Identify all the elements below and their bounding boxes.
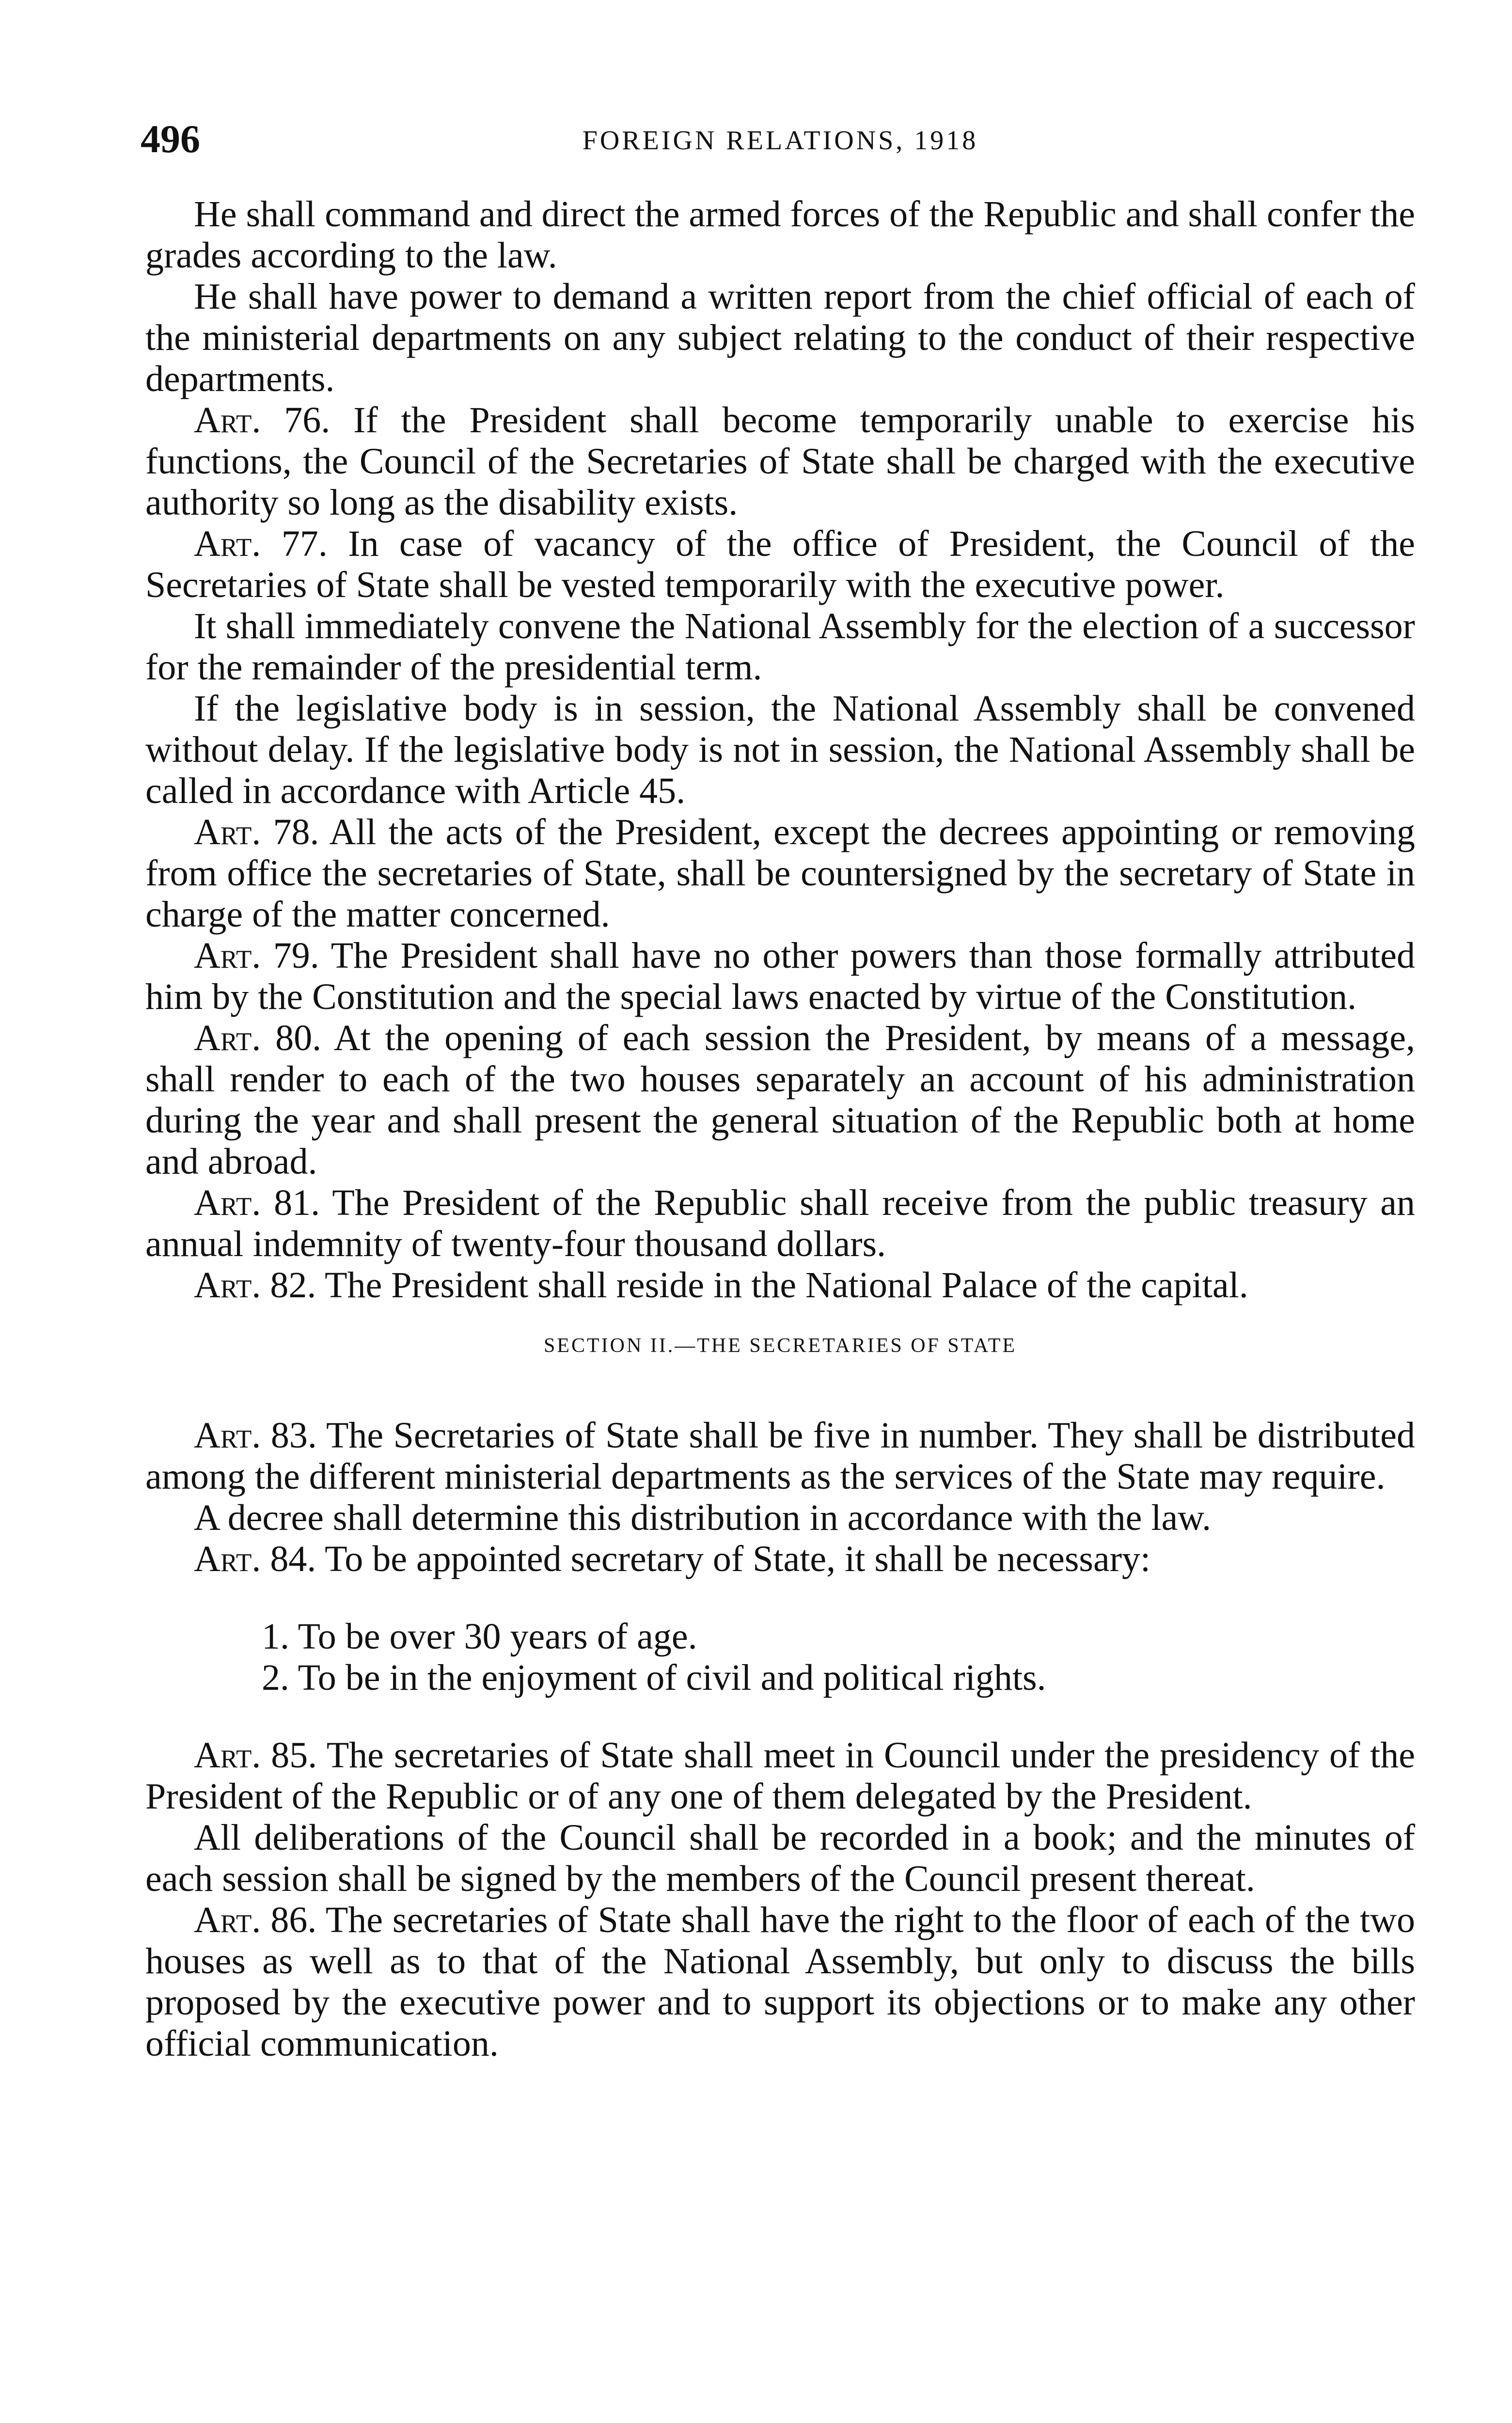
article-label: Art. 82. xyxy=(194,1265,316,1306)
article-paragraph xyxy=(145,1265,1415,1306)
article-label: Art. 85. xyxy=(194,1735,317,1776)
paragraph-text: The Secretaries of State shall be five in number. They shall be distributed among the different ministerial departments as the services of the State may require. xyxy=(145,1415,1415,1497)
paragraphs-part-1 xyxy=(145,194,1415,1306)
article-paragraph xyxy=(145,1018,1415,1182)
requirements-list xyxy=(145,1616,1415,1699)
paragraph-text: He shall have power to demand a written report from the chief official of each of the ministerial departments on any subject relating to the conduct of their respective departments. xyxy=(145,276,1415,399)
running-head: FOREIGN RELATIONS, 1918 xyxy=(582,126,978,156)
document-body xyxy=(145,194,1415,2064)
paragraph xyxy=(145,606,1415,688)
paragraph-text: It shall immediately convene the National Assembly for the election of a successor for the remainder of the presidential term. xyxy=(145,606,1415,688)
article-label: Art. 77. xyxy=(194,523,328,564)
article-paragraph xyxy=(145,1900,1415,2064)
paragraph xyxy=(145,1817,1415,1900)
paragraph-text: He shall command and direct the armed forces of the Republic and shall confer the grades according to the law. xyxy=(145,194,1415,276)
requirement-item: 2. To be in the enjoyment of civil and political rights. xyxy=(262,1657,1046,1698)
article-label: Art. 78. xyxy=(194,812,319,852)
page-header xyxy=(141,116,1420,174)
paragraph-text: To be appointed secretary of State, it shall be necessary: xyxy=(325,1539,1151,1579)
article-paragraph xyxy=(145,1415,1415,1497)
article-label: Art. 81. xyxy=(194,1182,320,1223)
paragraph-text: The secretaries of State shall have the right to the floor of each of the two houses as well as to that of the National Assembly, but only to discuss the bills proposed by the executive power and to support its objections or to make any other official communication. xyxy=(145,1900,1415,2064)
section-heading: SECTION II.—THE SECRETARIES OF STATE xyxy=(543,1335,1017,1357)
paragraphs-part-3 xyxy=(145,1735,1415,2064)
paragraph xyxy=(145,688,1415,812)
paragraph-text: All deliberations of the Council shall be recorded in a book; and the minutes of each session shall be signed by the members of the Council present thereat. xyxy=(145,1817,1415,1899)
paragraph-text: The secretaries of State shall meet in Council under the presidency of the President of the Republic or of any one of them delegated by the President. xyxy=(145,1735,1415,1817)
paragraph-text: The President shall reside in the National Palace of the capital. xyxy=(325,1265,1248,1306)
paragraph-text: A decree shall determine this distribution in accordance with the law. xyxy=(194,1497,1212,1538)
article-paragraph xyxy=(145,400,1415,523)
requirement-item: 1. To be over 30 years of age. xyxy=(262,1616,697,1657)
paragraph-text: In case of vacancy of the office of President, the Council of the Secretaries of State shall be vested temporarily with the executive power. xyxy=(145,523,1415,605)
paragraph-text: The President of the Republic shall receive from the public treasury an annual indemnity of twenty-four thousand dollars. xyxy=(145,1182,1415,1264)
paragraph xyxy=(145,276,1415,400)
article-label: Art. 83. xyxy=(194,1415,317,1456)
article-label: Art. 84. xyxy=(194,1539,316,1579)
paragraphs-part-2 xyxy=(145,1415,1415,1580)
article-label: Art. 86. xyxy=(194,1900,317,1940)
article-paragraph xyxy=(145,812,1415,935)
paragraph-text: If the legislative body is in session, the National Assembly shall be convened without delay. If the legislative body is not in session, the National Assembly shall be called in accordance with Article 45. xyxy=(145,688,1415,811)
article-paragraph xyxy=(145,523,1415,606)
paragraph-text: All the acts of the President, except the decrees appointing or removing from office the secretaries of State, shall be countersigned by the secretary of State in charge of the matter concerned. xyxy=(145,812,1415,935)
article-paragraph xyxy=(145,1539,1415,1580)
paragraph-text: At the opening of each session the President, by means of a message, shall render to each of the two houses separately an account of his administration during the year and shall present the general situation of the Republic both at home and abroad. xyxy=(145,1018,1415,1182)
page-number: 496 xyxy=(141,117,200,161)
article-paragraph xyxy=(145,935,1415,1018)
article-paragraph xyxy=(145,1735,1415,1817)
paragraph xyxy=(145,1497,1415,1539)
paragraph-text: The President shall have no other powers than those formally attributed him by the Constitution and the special laws enacted by virtue of the Constitution. xyxy=(145,935,1415,1017)
article-label: Art. 76. xyxy=(194,400,331,441)
article-label: Art. 80. xyxy=(194,1018,322,1058)
paragraph-text: If the President shall become temporarily unable to exercise his functions, the Council of the Secretaries of State shall be charged with the executive authority so long as the disability exists. xyxy=(145,400,1415,523)
paragraph xyxy=(145,194,1415,276)
article-paragraph xyxy=(145,1182,1415,1265)
article-label: Art. 79. xyxy=(194,935,319,976)
